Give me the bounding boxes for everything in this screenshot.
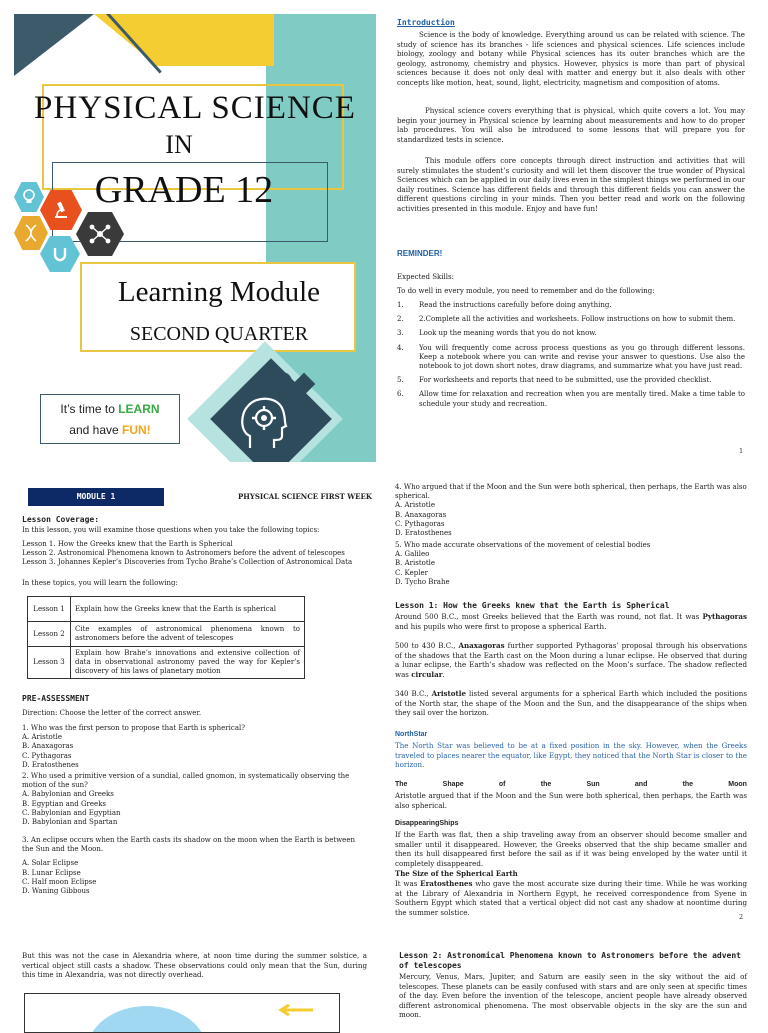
answer-choice: A. Babylonian and Greeks	[22, 790, 114, 799]
shape-heading-word: The	[395, 781, 408, 788]
question-text: 2. Who used a primitive version of a sundial, called gnomon, in systematically observing the motion of the sun?	[22, 772, 350, 790]
coverage-item: Lesson 2. Astronomical Phenomena known to Astronomers before the advent of telescopes	[22, 549, 345, 558]
answer-choice: B. Egyptian and Greeks	[22, 799, 107, 808]
answer-choice: D. Tycho Brahe	[395, 577, 450, 586]
direction-text: Direction: Choose the letter of the correct answer.	[22, 709, 202, 717]
skill-number: 2.	[397, 315, 404, 324]
learn-fun-box	[40, 394, 180, 444]
ships-heading: DisappearingShips	[395, 820, 459, 827]
preassessment-heading: PRE-ASSESSMENT	[22, 694, 90, 703]
skill-number: 1.	[397, 301, 404, 309]
skill-text: 2.Complete all the activities and worksheets. Follow instructions on how to submit them.	[419, 315, 736, 324]
fun-word: FUN!	[122, 423, 151, 437]
answer-choice: B. Aristotle	[395, 559, 436, 568]
question-text: 5. Who made accurate observations of the movement of celestial bodies	[395, 541, 651, 549]
coverage-list	[22, 540, 367, 568]
shape-heading-word: Shape	[442, 781, 464, 788]
shape-heading-word: the	[540, 781, 552, 788]
page3-left-text: But this was not the case in Alexandria where, at noon time during the summer solstice, a vertical object still casts a shadow. These observations could only mean that the Sun, during this time in Alexandria, was not directly overhead.	[22, 951, 367, 980]
module-cover	[14, 14, 376, 462]
question-2	[22, 772, 367, 827]
question-4	[395, 483, 747, 538]
answer-choice: D. Eratosthenes	[395, 529, 452, 538]
module-banner: MODULE 1	[28, 488, 164, 506]
answer-choice: B. Anaxagoras	[22, 742, 74, 751]
skill-text: You will frequently come across process questions as you go through different lessons. Keep a notebook where you can write and revise your answer to questions. Use also the notebook to jot down short notes, draw diagrams, and summarize what you have just read.	[419, 343, 745, 371]
skill-item	[397, 315, 745, 324]
cover-yellow-bar	[94, 14, 274, 66]
sun-diagram	[24, 993, 340, 1033]
cover-in: IN	[165, 130, 193, 159]
lesson1-paragraph-1: Around 500 B.C., most Greeks believed that the Earth was round, not flat. It was Pythagoras and his pupils who were first to propose a spherical Earth.	[395, 612, 747, 631]
bulb-badge-icon	[272, 372, 292, 392]
question-text: 4. Who argued that if the Moon and the Sun were both spherical, then perhaps, the Earth was also spherical.	[395, 483, 747, 501]
table-row	[28, 622, 305, 647]
answer-choice: C. Pythagoras	[22, 751, 72, 760]
lessons-table	[27, 596, 305, 679]
shape-heading-word: the	[682, 781, 694, 788]
size-heading: The Size of the Spherical Earth	[395, 869, 518, 878]
lesson-description-cell: Explain how the Greeks knew that the Earth is spherical	[71, 597, 305, 622]
intro-paragraph-1: Science is the body of knowledge. Everything around us can be related with science. The study of science has its branches - life sciences and physical sciences. Life sciences include biology, zoology and botany while Physical sciences has its outer branches which are the geology, astronomy, chemistry and physics. However, physics is more than part of physical sciences because it does not only deal with matter and energy but it also deals with other concepts like motion, heat, sound, light, electricity, magnetism and composition of atoms.	[397, 30, 745, 87]
lesson-cell: Lesson 3	[28, 647, 71, 679]
week-label: PHYSICAL SCIENCE FIRST WEEK	[238, 492, 372, 501]
shape-heading-word: Sun	[586, 781, 600, 788]
northstar-heading: NorthStar	[395, 731, 428, 738]
answer-choice: A. Galileo	[395, 550, 430, 559]
skill-number: 3.	[397, 329, 404, 338]
skill-number: 5.	[397, 376, 404, 385]
learn-word: LEARN	[118, 402, 160, 416]
skill-text: For worksheets and reports that need to be submitted, use the provided checklist.	[419, 376, 712, 385]
cover-quarter: SECOND QUARTER	[129, 323, 309, 345]
size-text: It was Eratosthenes who gave the most accurate size during their time. While he was working at the Library of Alexandria in Northern Egypt, he received correspondence from Syene in Southern Egypt which stated that a vertical object did not cast any shadow at noontime during the summer solstice.	[395, 879, 748, 917]
shape-heading-word: and	[634, 781, 648, 788]
learn-intro: In these topics, you will learn the following:	[22, 579, 178, 587]
lesson-cell: Lesson 2	[28, 622, 71, 647]
skill-item	[397, 329, 745, 338]
answer-choice: C. Kepler	[395, 568, 428, 577]
answer-choice: B. Lunar Eclipse	[22, 868, 81, 877]
learn-post-text: and have	[69, 423, 123, 437]
lesson-cell: Lesson 1	[28, 597, 71, 622]
reminder-heading: REMINDER!	[397, 249, 443, 258]
skill-text: Allow time for relaxation and recreation when you are mentally tired. Make a time table to schedule your study and recreation.	[419, 390, 745, 408]
question-3	[22, 836, 367, 896]
page-number-2: 2	[739, 913, 744, 921]
shape-text: Aristotle argued that if the Moon and the Sun were both spherical, then perhaps, the Earth was also spherical.	[395, 791, 747, 810]
question-1	[22, 724, 367, 770]
skills-label: Expected Skills:	[397, 273, 454, 281]
coverage-heading: Lesson Coverage:	[22, 515, 100, 524]
answer-choice: D. Waning Gibbous	[22, 887, 90, 896]
shape-heading	[395, 781, 747, 788]
answer-choice: B. Anaxagoras	[395, 510, 447, 519]
lesson-description-cell: Explain how Brahe’s innovations and extensive collection of data in observational astronomy paved the way for Kepler’s discovery of his laws of planetary motion	[71, 647, 305, 679]
coverage-item: Lesson 1. How the Greeks knew that the Earth is Spherical	[22, 540, 233, 548]
skill-item	[397, 344, 745, 372]
skill-text: Look up the meaning words that you do not know.	[419, 329, 597, 338]
cover-grade: GRADE 12	[94, 169, 274, 211]
arrow-left-icon	[275, 1004, 315, 1016]
answer-choice: C. Pythagoras	[395, 519, 445, 528]
table-row	[28, 597, 305, 622]
sun-shape	[87, 1006, 207, 1033]
skill-number: 6.	[397, 390, 404, 399]
skill-item	[397, 390, 745, 408]
coverage-item: Lesson 3. Johannes Kepler’s Discoveries from Tycho Brahe’s Collection of Astronomical Data	[22, 558, 353, 567]
coverage-intro: In this lesson, you will examine those questions when you take the following topics:	[22, 526, 320, 534]
answer-choice: D. Eratosthenes	[22, 760, 79, 769]
answer-choice: A. Solar Eclipse	[22, 859, 79, 868]
lesson1-paragraph-3: 340 B.C., Aristotle listed several arguments for a spherical Earth which included the positions of the North star, the shape of the Moon and the Sun, and the disappearance of the ships when they sail over the horizon.	[395, 689, 747, 718]
ships-text: If the Earth was flat, then a ship traveling away from an observer should become smaller and smaller until it disappeared. However, the Greeks observed that the ship became smaller and then its hull disappeared first before the sail as if it was being enveloped by the water until it completely disappeared.	[395, 830, 747, 868]
skill-number: 4.	[397, 343, 404, 352]
skill-item	[397, 376, 745, 385]
book-badge-icon	[288, 404, 306, 422]
northstar-text: The North Star was believed to be at a fixed position in the sky. However, when the Greeks traveled to places nearer the equator, like Egypt, they noticed that the North Star is closer to the horizon.	[395, 741, 747, 770]
answer-choice: A. Aristotle	[395, 501, 435, 510]
skills-list	[397, 301, 745, 414]
answer-choice: D. Babylonian and Spartan	[22, 818, 118, 827]
cover-module-label: Learning Module	[117, 276, 321, 308]
lesson-description-cell: Cite examples of astronomical phenomena known to astronomers before the advent of telescopes	[71, 622, 305, 647]
cover-navy-triangle	[14, 14, 94, 76]
answer-choice: A. Aristotle	[22, 733, 62, 742]
cover-title: PHYSICAL SCIENCE	[34, 90, 356, 126]
skill-text: Read the instructions carefully before doing anything.	[419, 301, 612, 309]
question-text: 1. Who was the first person to propose that Earth is spherical?	[22, 724, 245, 732]
intro-heading: Introduction	[397, 18, 455, 27]
intro-paragraph-3: This module offers core concepts through direct instruction and activities that will surely stimulates the student’s curiosity and will let them discover the true wonder of Physical Sciences which can be applied in our daily lives even in the simplest things we performed in our daily routines. Science has different fields and through this different fields you can answer the different questions circling in your minds. Then you better read and work on the following activities presented in this module. Enjoy and have fun!	[397, 156, 745, 213]
dna-icon	[14, 216, 48, 250]
lesson2-text: Mercury, Venus, Mars, Jupiter, and Saturn are easily seen in the sky without the aid of telescopes. These planets can be easily confused with stars and are only seen at specific times of the day. Even before the invention of the telescope, ancient people have already observed different astronomical phenomena. The most observable objects in the sky are the sun and moon.	[399, 972, 747, 1020]
learn-pre-text: It’s time to	[60, 402, 119, 416]
question-text: 3. An eclipse occurs when the Earth casts its shadow on the moon when the Earth is between the Sun and the Moon.	[22, 836, 355, 854]
lesson2-heading: Lesson 2: Astronomical Phenomena known to Astronomers before the advent of telescopes	[399, 951, 741, 970]
answer-choice: C. Half moon Eclipse	[22, 877, 97, 886]
lesson1-heading: Lesson 1: How the Greeks knew that the Earth is Spherical	[395, 601, 670, 610]
lesson1-paragraph-2: 500 to 430 B.C., Anaxagoras further supported Pythagoras’ proposal through his observations of the shadows that the Earth cast on the Moon during a lunar eclipse. He observed that during a lunar eclipse, the Earth’s shadow was reflected on the Moon’s surface. The shadow reflected was circular.	[395, 641, 748, 679]
question-5	[395, 541, 747, 587]
intro-paragraph-2: Physical science covers everything that is physical, which quite covers a lot. You may begin your journey in Physical science by learning about measurements and how to do proper lab procedures. You will also be introduced to some lessons that will prepare you for standardized tests in science.	[397, 106, 745, 144]
shape-heading-word: Moon	[728, 781, 747, 788]
skills-intro: To do well in every module, you need to remember and do the following:	[397, 287, 655, 295]
gear-head-icon	[236, 392, 292, 452]
shape-heading-word: of	[498, 781, 506, 788]
skill-item	[397, 301, 745, 310]
table-row	[28, 647, 305, 679]
page-number-1: 1	[739, 447, 744, 455]
answer-choice: C. Babylonian and Egyptian	[22, 808, 121, 817]
